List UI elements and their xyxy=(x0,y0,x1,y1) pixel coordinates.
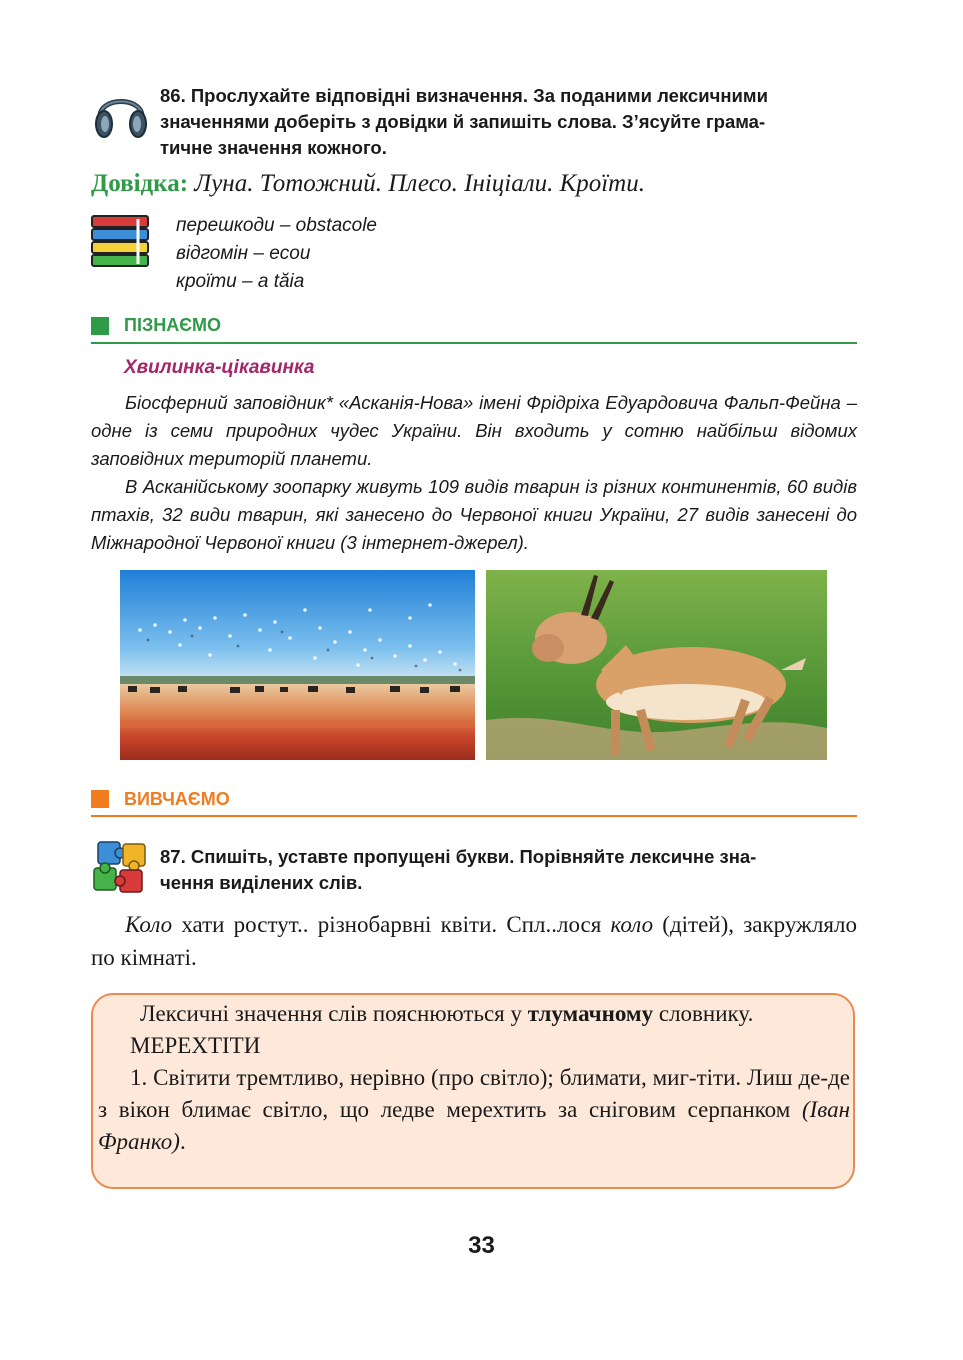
definition-intro-end: словнику. xyxy=(653,1001,754,1026)
fact-paragraph: В Асканійському зоопарку живуть 109 видів тварин із різних континентів, 60 видів птахів, 32 види тварин, які занесено до Червоної книги України, 27 видів занесені до Міжнародної Червоної книги (3 інтернет-джерел). xyxy=(91,476,857,553)
vocabulary-item: кроїти – a tăia xyxy=(176,271,305,292)
task-86-line: 86. Прослухайте відповідні визначення. За поданими лексичними xyxy=(160,85,768,106)
exercise-fragment: (дітей), закружляло по кімнаті. xyxy=(91,912,857,970)
definition-box-text xyxy=(98,998,850,1158)
birds-steppe-photo xyxy=(120,570,475,760)
task-86-line: тичне значення кожного. xyxy=(160,137,387,158)
section-learn-title: ПІЗНАЄМО xyxy=(124,315,222,335)
page-number: 33 xyxy=(468,1232,495,1259)
task-87-instructions xyxy=(160,844,860,896)
definition-text: 1. Світити тремтливо, нерівно (про світло); блимати, миг-тіти. Лиш де-де з вікон блимає світло, що ледве мерехтить за сніговим серпанком xyxy=(98,1065,850,1122)
vocabulary-list xyxy=(176,212,377,296)
books-icon xyxy=(90,214,152,270)
task-86-instructions xyxy=(160,83,860,161)
headword: МЕРЕХТІТИ xyxy=(130,1033,261,1058)
exercise-fragment: хати ростут.. різнобарвні квіти. Спл..лося xyxy=(172,912,611,937)
definition-intro-bold: тлумачному xyxy=(527,1001,654,1026)
highlighted-word: Коло xyxy=(125,912,173,937)
vocabulary-item: перешкоди – obstacole xyxy=(176,215,377,236)
definition-end: . xyxy=(179,1129,186,1154)
section-study-title: ВИВЧАЄМО xyxy=(124,789,230,809)
saiga-antelope-photo xyxy=(486,570,827,760)
section-learn-marker xyxy=(91,317,109,335)
definition-intro: Лексичні значення слів пояснюються у xyxy=(140,1001,528,1026)
section-learn-divider xyxy=(91,342,857,344)
highlighted-word: коло xyxy=(610,912,654,937)
exercise-text xyxy=(91,908,857,974)
section-study-divider xyxy=(91,815,857,817)
task-86-line: значеннями доберіть з довідки й запишіть слова. З’ясуйте грама- xyxy=(160,111,766,132)
task-87-line: чення виділених слів. xyxy=(160,872,363,893)
reference-words xyxy=(91,170,645,198)
section-study-marker xyxy=(91,790,109,808)
fact-title: Хвилинка-цікавинка xyxy=(124,357,315,378)
puzzle-icon xyxy=(90,838,152,896)
definition-source: (Іван Франко) xyxy=(98,1097,850,1154)
reference-label: Довідка: xyxy=(91,170,189,197)
task-87-line: 87. Спишіть, уставте пропущені букви. Порівняйте лексичне зна- xyxy=(160,846,757,867)
fact-text xyxy=(91,389,857,557)
vocabulary-item: відгомін – ecou xyxy=(176,243,311,264)
headphones-icon xyxy=(92,84,150,140)
reference-list: Луна. Тотожний. Плесо. Ініціали. Кроїти. xyxy=(194,170,645,197)
fact-paragraph: Біосферний заповідник* «Асканія-Нова» імені Фрідріха Едуардовича Фальп-Фейна – одне із семи природних чудес України. Він входить у сотню найбільш відомих заповідних територій планети. xyxy=(91,392,857,469)
